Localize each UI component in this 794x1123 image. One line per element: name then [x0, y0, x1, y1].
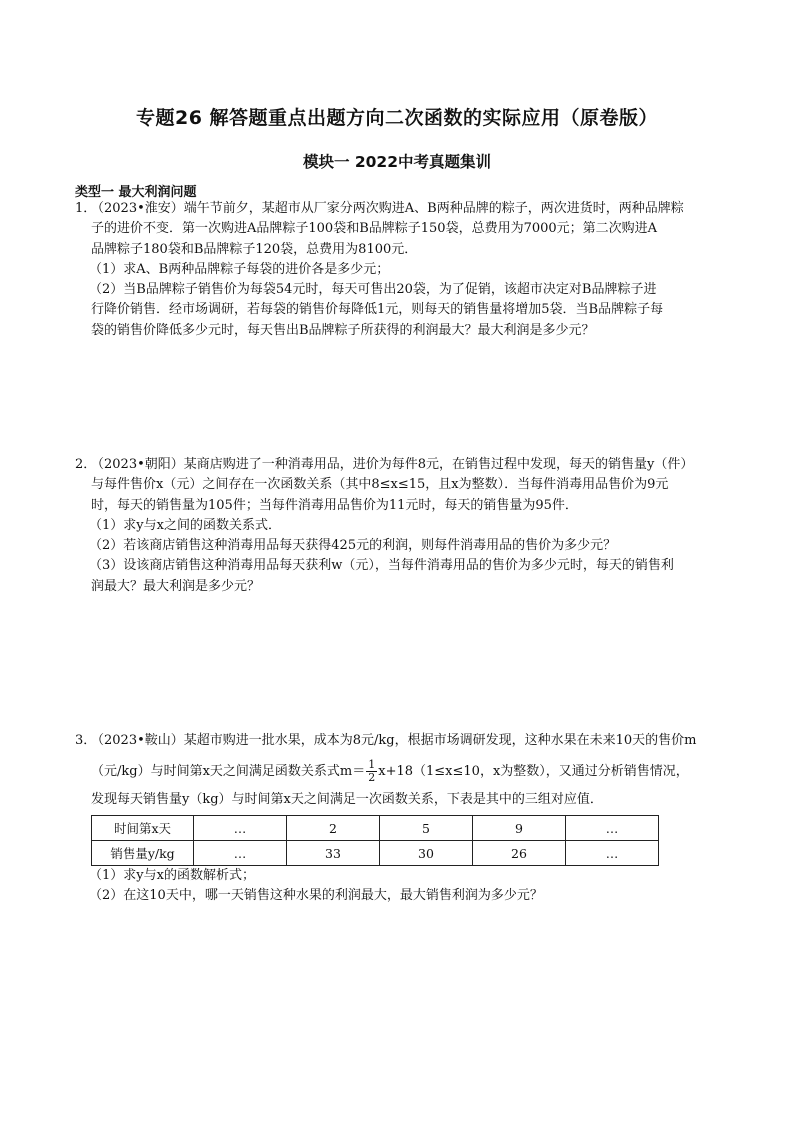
- question-3: [75, 731, 727, 811]
- question-2-part-2: （2）若该商店销售这种消毒用品每天获得425元的利润，则每件消毒用品的售价为多少元？: [89, 538, 617, 554]
- question-1-part-2-line-2: 行降价销售．经市场调研，若每袋的销售价每降低1元，则每天的销售量将增加5袋．当B品牌粽子每: [91, 302, 664, 318]
- question-1-part-2-line-3: 袋的销售价降低多少元时，每天售出B品牌粽子所获得的利润最大？最大利润是多少元？: [91, 322, 595, 338]
- question-2-stem-line-1: [75, 455, 727, 475]
- question-3-stem-line-2: [75, 759, 727, 784]
- fraction-numerator: 1: [368, 758, 376, 772]
- question-number: 2．: [75, 457, 97, 472]
- table-cell: 30: [380, 841, 473, 866]
- question-number: 3．: [75, 733, 97, 748]
- question-source: （2023•淮安）: [91, 201, 184, 216]
- table-cell: 销售量y/kg: [92, 841, 194, 866]
- table-cell: 时间第x天: [92, 816, 194, 841]
- question-2-part-3: （3）设该商店销售这种消毒用品每天获利w（元），当每件消毒用品的售价为多少元时，每天的销售利: [89, 558, 674, 574]
- question-1-stem-line-1: [75, 199, 727, 219]
- question-1-stem-line-3: 品牌粽子180袋和B品牌粽子120袋，总费用为8100元．: [91, 241, 418, 257]
- table-row: [92, 816, 659, 841]
- table-cell: …: [194, 841, 287, 866]
- section-heading: 类型一 最大利润问题: [75, 185, 197, 200]
- question-1-part-2: （2）当B品牌粽子销售价为每袋54元时，每天可售出20袋，为了促销，该超市决定对B品牌粽子进: [89, 282, 657, 298]
- table-cell: 5: [380, 816, 473, 841]
- question-2-part-1: （1）求y与x之间的函数关系式．: [89, 517, 281, 533]
- formula-prefix: （元/kg）与时间第x天之间满足函数关系式m＝: [91, 764, 366, 780]
- formula-suffix: x+18（1≤x≤10，x为整数），又通过分析销售情况，: [378, 764, 689, 780]
- question-3-stem-line-3: 发现每天销售量y（kg）与时间第x天之间满足一次函数关系，下表是其中的三组对应值．: [91, 792, 603, 808]
- table-cell: …: [194, 816, 287, 841]
- document-title: 专题26 解答题重点出题方向二次函数的实际应用（原卷版）: [135, 107, 659, 129]
- question-1-part-1: （1）求A、B两种品牌粽子每袋的进价各是多少元；: [89, 261, 390, 277]
- question-1-stem-line-2: 子的进价不变．第一次购进A品牌粽子100袋和B品牌粽子150袋，总费用为7000元；第二次购进A: [91, 221, 658, 237]
- question-3-stem-line-1: [75, 731, 727, 751]
- question-text: 端午节前夕，某超市从厂家分两次购进A、B两种品牌的粽子，两次进货时，两种品牌粽: [183, 201, 684, 216]
- question-1: [75, 199, 727, 341]
- data-table: [91, 815, 659, 866]
- table-cell: 2: [287, 816, 380, 841]
- question-number: 1．: [75, 201, 97, 216]
- question-text: 某超市购进一批水果，成本为8元/kg，根据市场调研发现，这种水果在未来10天的售价m: [183, 733, 697, 748]
- question-3-part-1: （1）求y与x的函数解析式；: [89, 868, 255, 883]
- fraction: [366, 759, 377, 784]
- table-cell: …: [566, 816, 659, 841]
- question-source: （2023•鞍山）: [91, 733, 184, 748]
- question-2-stem-line-2: 与每件售价x（元）之间存在一次函数关系（其中8≤x≤15，且x为整数）．当每件消毒用品售价为9元: [91, 477, 669, 493]
- question-3-parts: [75, 866, 727, 907]
- fraction-denominator: 2: [368, 771, 376, 785]
- question-2: [75, 455, 727, 597]
- table-cell: 9: [473, 816, 566, 841]
- question-2-stem-line-3: 时，每天的销售量为105件；当每件消毒用品售价为11元时，每天的销售量为95件．: [91, 497, 578, 513]
- table-cell: …: [566, 841, 659, 866]
- question-3-part-2: （2）在这10天中，哪一天销售这种水果的利润最大，最大销售利润为多少元？: [89, 888, 543, 904]
- table-row: [92, 841, 659, 866]
- question-source: （2023•朝阳）: [91, 457, 184, 472]
- module-heading: 模块一 2022中考真题集训: [302, 153, 492, 171]
- question-2-part-3-line-2: 润最大？最大利润是多少元？: [91, 578, 261, 594]
- table-cell: 33: [287, 841, 380, 866]
- question-text: 某商店购进了一种消毒用品，进价为每件8元，在销售过程中发现，每天的销售量y（件）: [183, 457, 694, 472]
- table-cell: 26: [473, 841, 566, 866]
